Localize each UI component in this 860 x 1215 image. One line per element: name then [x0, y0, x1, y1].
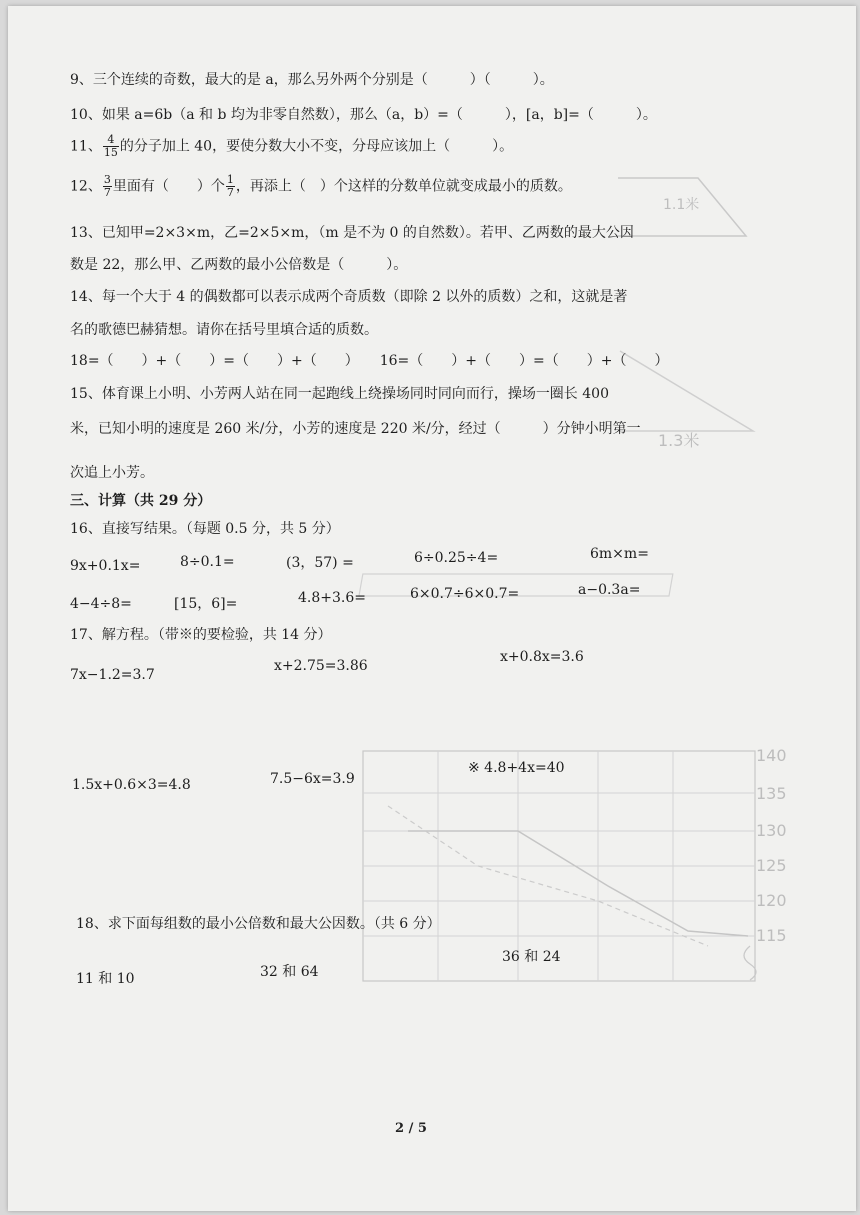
question-17-title: 17、解方程。（带※的要检验，共 14 分） [70, 627, 332, 643]
denominator: 7 [226, 186, 234, 199]
numerator: 4 [103, 134, 119, 147]
numerator: 3 [103, 173, 111, 186]
question-12-number: 12、 [70, 178, 102, 195]
bleed-label: 1.1米 [663, 197, 700, 213]
question-15-line3: 次追上小芳。 [70, 465, 154, 481]
section-3-heading: 三、计算（共 29 分） [70, 493, 212, 509]
q17-equation: x+2.75=3.86 [274, 658, 368, 674]
question-18-title: 18、求下面每组数的最小公倍数和最大公因数。（共 6 分） [76, 916, 441, 932]
fraction-1-7 [226, 174, 235, 199]
bleed-number: 140 [756, 746, 787, 765]
question-10: 10、如果 a=6b（a 和 b 均为非零自然数），那么（a，b）=（ ），[a，b]=（ ）。 [70, 107, 657, 123]
q16-item: 4−4÷8= [70, 596, 132, 612]
question-11-number: 11、 [70, 138, 102, 155]
question-14-line1: 14、每一个大于 4 的偶数都可以表示成两个奇质数（即除 2 以外的质数）之和，这就是著 [70, 289, 628, 305]
q16-item: 6×0.7÷6×0.7= [410, 586, 520, 602]
q16-item: 6÷0.25÷4= [414, 550, 499, 566]
q18-item: 36 和 24 [502, 949, 561, 965]
question-14-line3: 18=（ ）+（ ）=（ ）+（ ） 16=（ ）+（ ）=（ ）+（ ） [70, 353, 669, 369]
question-12-text: ，再添上（ ）个这样的分数单位就变成最小的质数。 [235, 178, 572, 195]
numerator: 1 [226, 173, 234, 186]
q17-equation: 1.5x+0.6×3=4.8 [72, 777, 191, 793]
question-11 [70, 134, 513, 159]
fraction-3-7 [103, 174, 112, 199]
question-12-mid: 里面有（ ）个 [112, 178, 225, 195]
question-15-line2: 米，已知小明的速度是 260 米/分，小芳的速度是 220 米/分，经过（ ）分钟小明第一 [70, 421, 641, 437]
question-9: 9、三个连续的奇数，最大的是 a，那么另外两个分别是（ ）（ ）。 [70, 72, 554, 88]
question-15-line1: 15、体育课上小明、小芳两人站在同一起跑线上绕操场同时同向而行，操场一圈长 400 [70, 386, 609, 402]
question-16-title: 16、直接写结果。（每题 0.5 分，共 5 分） [70, 521, 340, 537]
q17-equation: 7x−1.2=3.7 [70, 667, 155, 683]
q18-item: 32 和 64 [260, 964, 319, 980]
q17-equation-check: ※ 4.8+4x=40 [468, 760, 565, 776]
question-11-text: 的分子加上 40，要使分数大小不变，分母应该加上（ ）。 [119, 138, 514, 155]
q16-item: [15，6]= [174, 596, 238, 612]
bleed-number: 120 [756, 891, 787, 910]
question-13-line2: 数是 22，那么甲、乙两数的最小公倍数是（ ）。 [70, 257, 408, 273]
denominator: 15 [103, 146, 118, 159]
q17-equation: 7.5−6x=3.9 [270, 771, 355, 787]
q16-item: 4.8+3.6= [298, 590, 366, 606]
q17-equation: x+0.8x=3.6 [500, 649, 584, 665]
question-13-line1: 13、已知甲=2×3×m，乙=2×5×m，（m 是不为 0 的自然数）。若甲、乙两数的最大公因 [70, 225, 634, 241]
q16-item: a−0.3a= [578, 582, 641, 598]
bleed-number: 135 [756, 784, 787, 803]
bleed-number: 130 [756, 821, 787, 840]
page-number: 2 / 5 [395, 1121, 427, 1136]
fraction-4-15 [103, 134, 119, 159]
q16-item: 9x+0.1x= [70, 558, 141, 574]
q18-item: 11 和 10 [76, 971, 135, 987]
bleed-label: 1.3米 [658, 431, 700, 450]
question-12 [70, 174, 572, 199]
exam-paper [8, 6, 856, 1211]
q16-item: (3，57) = [286, 555, 354, 571]
denominator: 7 [103, 186, 111, 199]
bleed-number: 115 [756, 926, 787, 945]
q16-item: 6m×m= [590, 546, 649, 562]
bleed-number: 125 [756, 856, 787, 875]
q16-item: 8÷0.1= [180, 554, 235, 570]
question-14-line2: 名的歌德巴赫猜想。请你在括号里填合适的质数。 [70, 322, 378, 338]
